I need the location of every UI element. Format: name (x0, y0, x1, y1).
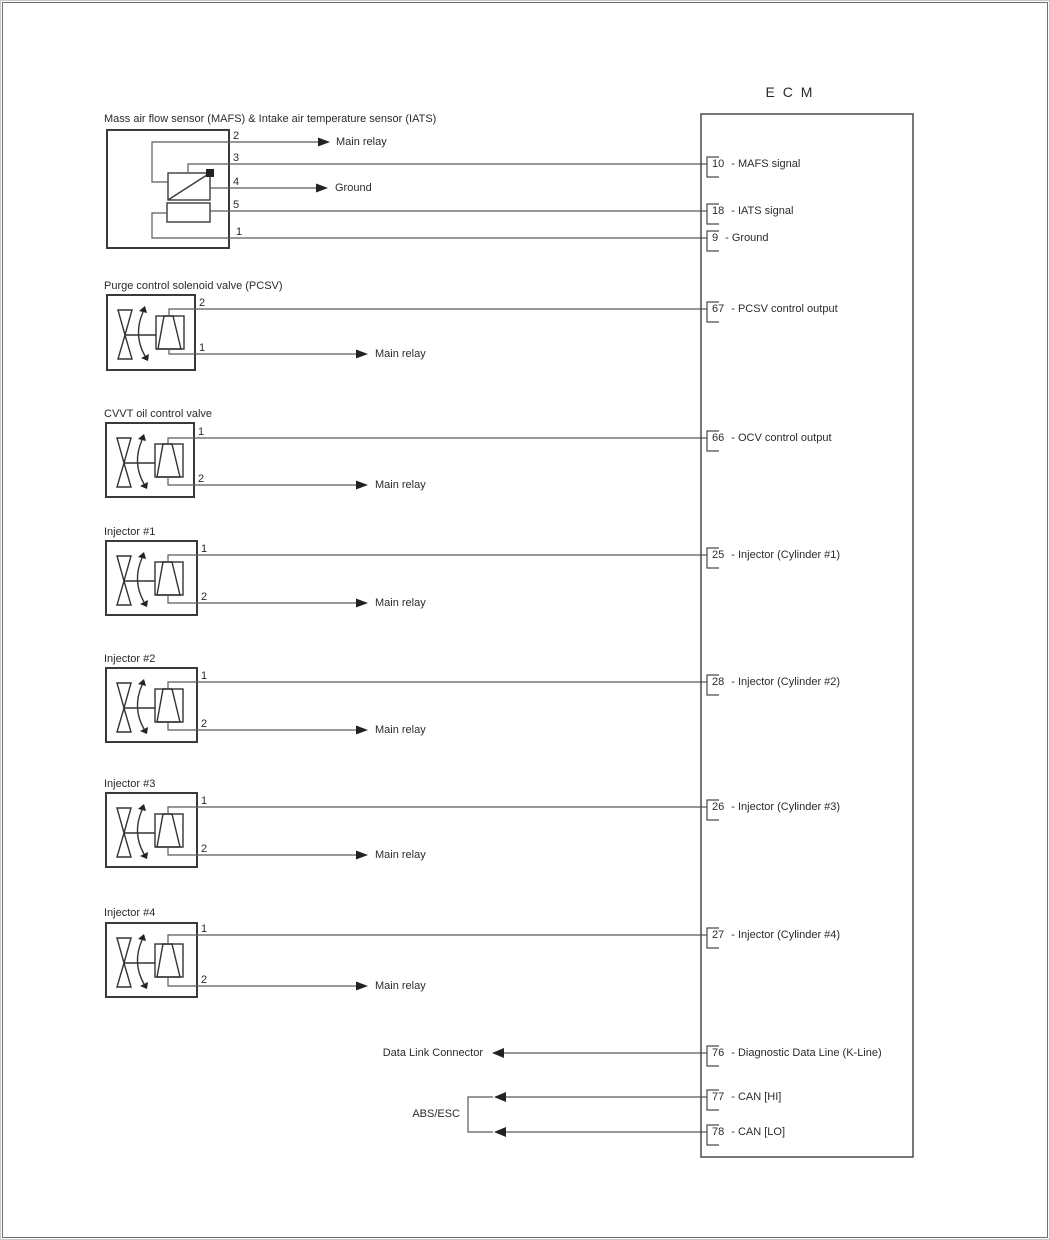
ground-label: Ground (335, 182, 372, 194)
ecm-pin-label: - IATS signal (731, 205, 794, 217)
injector4-wires (168, 935, 707, 986)
main-relay-label: Main relay (375, 849, 426, 861)
arrowhead-main-relay (356, 599, 368, 608)
ecm-pin-row (710, 1043, 882, 1063)
arrowhead-can-lo (494, 1127, 506, 1137)
ecm-pin-label: - PCSV control output (731, 303, 838, 315)
solenoid-valve-symbol (117, 552, 183, 607)
component-title-mafs-iats: Mass air flow sensor (MAFS) & Intake air temperature sensor (IATS) (104, 113, 437, 125)
ecm-box (701, 114, 913, 1157)
mafs-pin-number: 1 (236, 226, 243, 238)
mafs-iats-component-drawing (107, 130, 707, 248)
component-title-injector2: Injector #2 (104, 653, 156, 665)
ecm-pin-label: - Injector (Cylinder #3) (731, 801, 841, 813)
arrowhead-ground (316, 184, 328, 193)
ecm-pin-row (710, 201, 793, 221)
abs-esc-label: ABS/ESC (412, 1108, 460, 1120)
injector3-pin-number: 2 (201, 843, 208, 855)
ecm-pin-number: 10 (712, 158, 725, 170)
ecm-pin-row (710, 545, 840, 565)
main-relay-label: Main relay (375, 724, 426, 736)
ecm-pin-label: - Ground (725, 232, 769, 244)
ecm-pin-row (710, 672, 840, 692)
injector2-pin-number: 1 (201, 670, 208, 682)
ecm-pin-number: 26 (712, 801, 725, 813)
ecm-pin-row (710, 925, 840, 945)
ecm-pin-row (710, 228, 769, 248)
solenoid-valve-symbol (118, 306, 184, 361)
mafs-pin-number: 5 (233, 199, 240, 211)
ecm-box-drawing (701, 114, 913, 1157)
main-relay-label: Main relay (375, 980, 426, 992)
solenoid-valve-symbol (117, 434, 183, 489)
ecm-pin-number: 66 (712, 432, 725, 444)
ecm-pin-number: 78 (712, 1126, 725, 1138)
ecm-title: E C M (765, 84, 815, 100)
solenoid-valve-symbol (117, 679, 183, 734)
component-title-injector3: Injector #3 (104, 778, 156, 790)
ecm-pin-label: - Injector (Cylinder #4) (731, 929, 841, 941)
cvvt-pin-number: 2 (198, 473, 205, 485)
arrowhead-main-relay (356, 350, 368, 359)
injector1-pin-number: 2 (201, 591, 208, 603)
pcsv-pin-number: 2 (199, 297, 206, 309)
mafs-sensor-node (206, 169, 214, 177)
ecm-pin-row (710, 299, 838, 319)
arrowhead-main-relay (356, 851, 368, 860)
main-relay-label: Main relay (375, 597, 426, 609)
arrowhead-main-relay (356, 481, 368, 490)
injector2-pin-number: 2 (201, 718, 208, 730)
pcsv-pin-number: 1 (199, 342, 206, 354)
data-link-connector-label: Data Link Connector (382, 1047, 483, 1059)
arrowhead-main-relay (318, 138, 330, 147)
injector4-pin-number: 2 (201, 974, 208, 986)
ecm-pin-number: 18 (712, 205, 725, 217)
cvvt-pin-number: 1 (198, 426, 205, 438)
component-title-injector1: Injector #1 (104, 526, 156, 538)
cvvt-wires (168, 438, 707, 485)
ecm-pin-label: - Diagnostic Data Line (K-Line) (731, 1047, 882, 1059)
ecm-pin-label: - OCV control output (731, 432, 832, 444)
ecm-pin-label: - CAN [HI] (731, 1091, 782, 1103)
ecm-pin-number: 9 (712, 232, 719, 244)
arrowhead-main-relay (356, 982, 368, 991)
arrowhead-can-hi (494, 1092, 506, 1102)
ecm-pin-row (710, 1087, 781, 1107)
component-title-injector4: Injector #4 (104, 907, 156, 919)
injector1-pin-number: 1 (201, 543, 208, 555)
arrowhead-dlc (492, 1048, 504, 1058)
ecm-pin-row (710, 797, 840, 817)
ecm-pin-label: - CAN [LO] (731, 1126, 786, 1138)
ecm-pin-number: 25 (712, 549, 725, 561)
pcsv-wires (169, 309, 707, 354)
component-title-pcsv: Purge control solenoid valve (PCSV) (104, 280, 283, 292)
injector4-pin-number: 1 (201, 923, 208, 935)
injector1-wires (168, 555, 707, 603)
solenoid-valve-symbol (117, 934, 183, 989)
ecm-pin-number: 67 (712, 303, 725, 315)
mafs-pin-number: 3 (233, 152, 240, 164)
ecm-pin-number: 28 (712, 676, 725, 688)
injector3-wires (168, 807, 707, 855)
dlc-can-wires (468, 1048, 707, 1137)
main-relay-label: Main relay (375, 479, 426, 491)
ecm-pin-label: - MAFS signal (731, 158, 801, 170)
solenoid-valve-symbol (117, 804, 183, 859)
iats-sensor-symbol (167, 203, 210, 222)
ecm-pin-label: - Injector (Cylinder #1) (731, 549, 841, 561)
main-relay-label: Main relay (375, 348, 426, 360)
component-title-cvvt: CVVT oil control valve (104, 408, 213, 420)
ecm-pin-row (710, 154, 800, 174)
injector2-wires (168, 682, 707, 730)
ecm-pin-number: 27 (712, 929, 725, 941)
abs-esc-bracket (468, 1097, 493, 1132)
ecm-pin-row (710, 428, 832, 448)
ecm-pin-number: 77 (712, 1091, 725, 1103)
main-relay-label: Main relay (336, 136, 387, 148)
mafs-pin-number: 2 (233, 130, 240, 142)
cvvt-connector-box (106, 423, 194, 497)
ecm-pin-row (710, 1122, 785, 1142)
arrowhead-main-relay (356, 726, 368, 735)
mafs-pin-number: 4 (233, 176, 240, 188)
injector3-pin-number: 1 (201, 795, 208, 807)
ecm-pin-label: - Injector (Cylinder #2) (731, 676, 841, 688)
ecm-pin-number: 76 (712, 1047, 725, 1059)
